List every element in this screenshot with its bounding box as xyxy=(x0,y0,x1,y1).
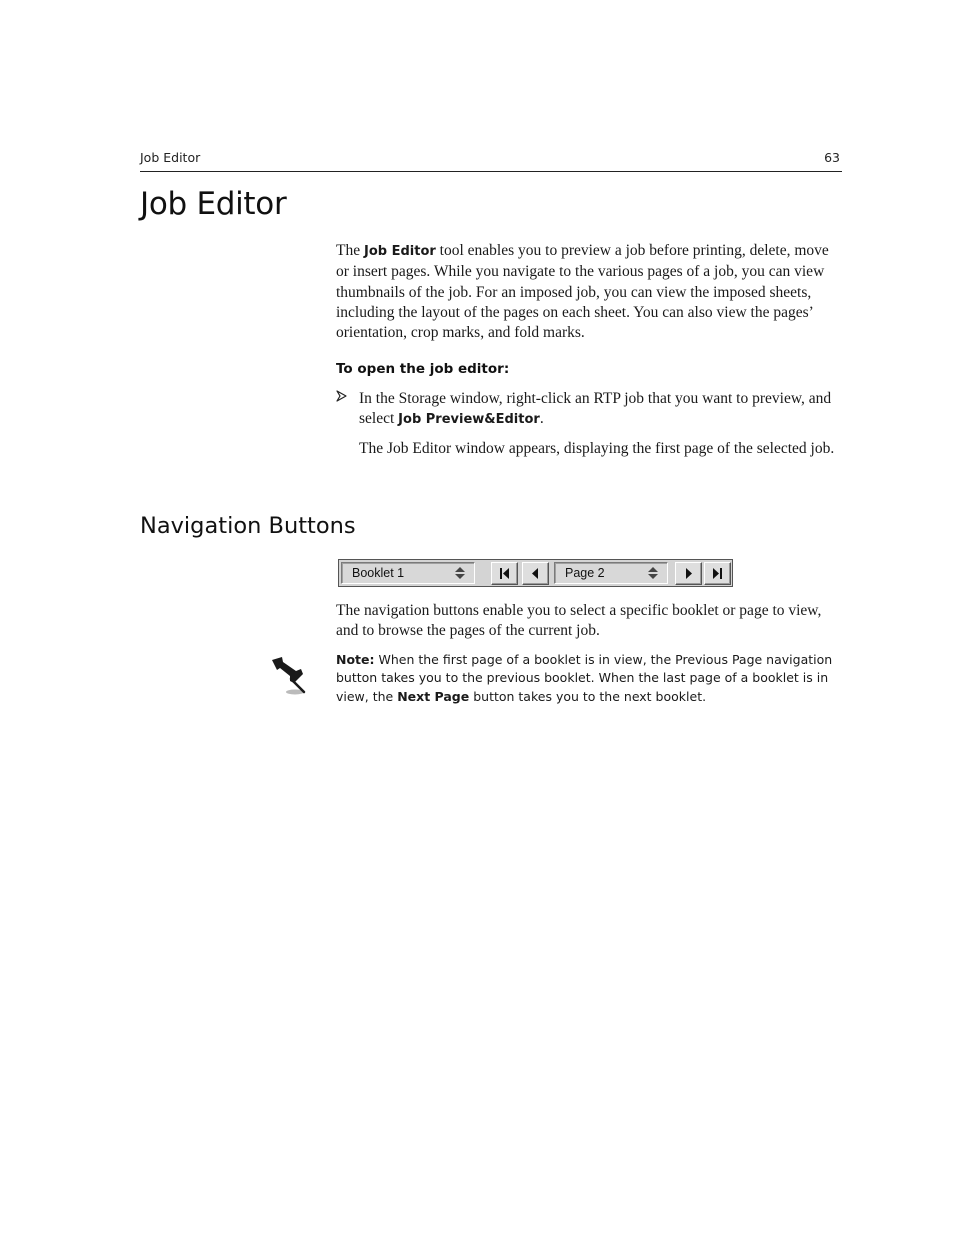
procedure-step: In the Storage window, right-click an RTP job that you want to preview, and select Job Preview&Editor. xyxy=(336,389,842,431)
note-label: Note: xyxy=(336,652,375,667)
spinner-arrows-icon[interactable] xyxy=(647,566,659,580)
page-selector[interactable] xyxy=(554,562,668,584)
section-heading: Navigation Buttons xyxy=(140,513,356,539)
page-title: Job Editor xyxy=(140,186,287,222)
next-page-button[interactable] xyxy=(675,562,702,585)
last-page-button[interactable] xyxy=(704,562,731,585)
menu-command: Job Preview&Editor xyxy=(398,412,540,428)
previous-page-icon xyxy=(523,563,548,584)
tool-name: Job Editor xyxy=(363,244,436,259)
running-header xyxy=(140,150,842,172)
first-page-button[interactable] xyxy=(491,562,518,585)
booklet-selector[interactable] xyxy=(341,562,475,584)
previous-page-button[interactable] xyxy=(522,562,549,585)
next-page-icon xyxy=(676,563,701,584)
page-selector-value: Page 2 xyxy=(565,566,605,580)
running-header-title: Job Editor xyxy=(140,150,201,165)
navigation-description: The navigation buttons enable you to select a specific booklet or page to view, and to browse the pages of the current job. xyxy=(336,602,822,640)
last-page-icon xyxy=(705,563,730,584)
step-result: The Job Editor window appears, displaying the first page of the selected job. xyxy=(359,440,835,457)
pushpin-icon xyxy=(268,654,312,698)
arrow-bullet-icon xyxy=(336,389,348,408)
first-page-icon xyxy=(492,563,517,584)
page-number: 63 xyxy=(824,150,840,165)
intro-paragraph: The Job Editor tool enables you to preview a job before printing, delete, move or insert pages. While you navigate to the various pages of a job, you can view thumbnails of the job. For an imposed job, you can view the imposed sheets, including the layout of the pages on each sheet. You can also view the pages’ orientation, crop marks, and fold marks. xyxy=(336,242,829,342)
spinner-arrows-icon[interactable] xyxy=(454,566,466,580)
booklet-selector-value: Booklet 1 xyxy=(352,566,405,580)
procedure-heading: To open the job editor: xyxy=(336,361,510,377)
navigation-toolbar xyxy=(338,559,733,587)
next-page-term: Next Page xyxy=(397,688,470,704)
note-block: Note: When the first page of a booklet is in view, the Previous Page navigation button takes you to the previous booklet. When the last page of a booklet is in view, the Next Page button takes you to the next booklet. xyxy=(336,652,833,704)
